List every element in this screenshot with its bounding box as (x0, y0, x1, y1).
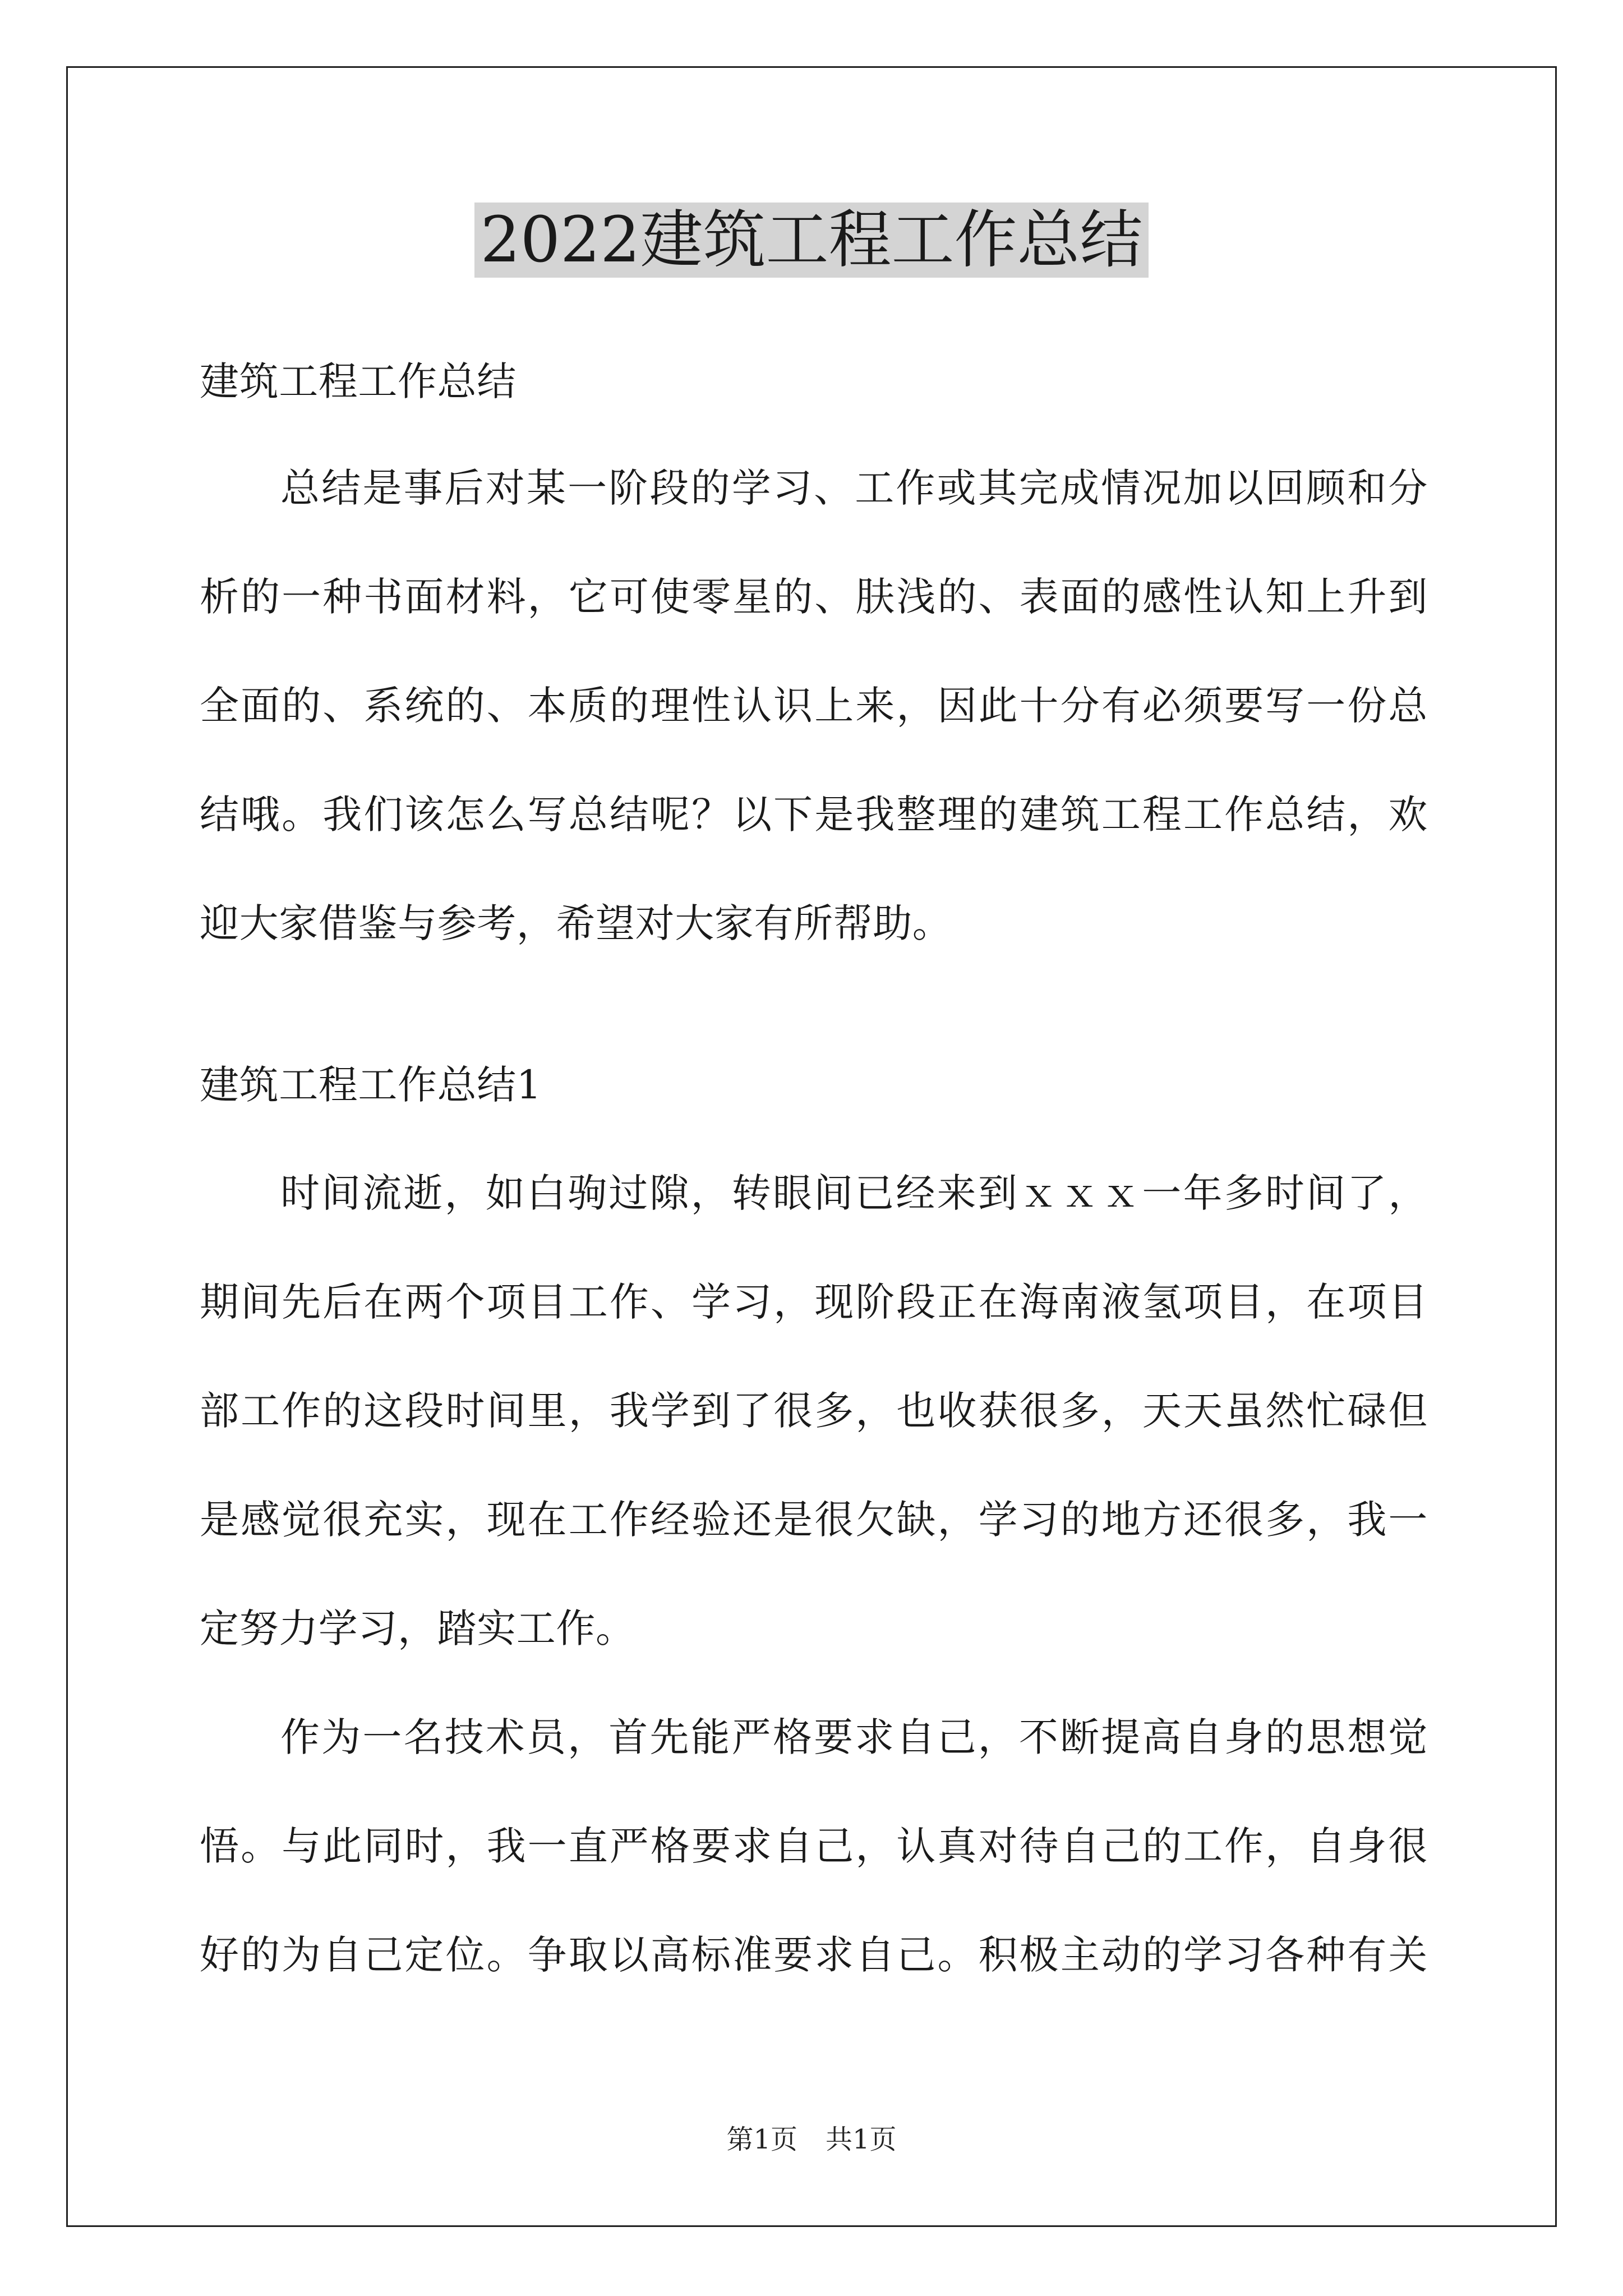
paragraph-line: 总结是事后对某一阶段的学习、工作或其完成情况加以回顾和分 (280, 465, 1428, 511)
intro-heading: 建筑工程工作总结 (200, 358, 517, 404)
paragraph-line: 时间流逝，如白驹过隙，转眼间已经来到ｘｘｘ一年多时间了， (280, 1170, 1428, 1216)
paragraph-line: 期间先后在两个项目工作、学习，现阶段正在海南液氢项目，在项目 (200, 1279, 1428, 1325)
paragraph-line: 迎大家借鉴与参考，希望对大家有所帮助。 (200, 900, 952, 946)
paragraph-line: 作为一名技术员，首先能严格要求自己，不断提高自身的思想觉 (280, 1714, 1428, 1760)
paragraph-line: 是感觉很充实，现在工作经验还是很欠缺，学习的地方还很多，我一 (200, 1497, 1428, 1543)
paragraph-line: 析的一种书面材料，它可使零星的、肤浅的、表面的感性认知上升到 (200, 574, 1428, 620)
page-total: 共1页 (826, 2124, 897, 2155)
document-title-text: 2022建筑工程工作总结 (474, 203, 1148, 278)
paragraph-line: 部工作的这段时间里，我学到了很多，也收获很多，天天虽然忙碌但 (200, 1388, 1428, 1434)
page-number: 第1页 (726, 2124, 797, 2155)
document-title (0, 201, 1623, 279)
page-footer (0, 2123, 1623, 2156)
paragraph-line: 全面的、系统的、本质的理性认识上来，因此十分有必须要写一份总 (200, 683, 1428, 729)
paragraph-line: 定努力学习，踏实工作。 (200, 1605, 635, 1651)
paragraph-line: 好的为自己定位。争取以高标准要求自己。积极主动的学习各种有关 (200, 1932, 1428, 1978)
paragraph-line: 结哦。我们该怎么写总结呢？以下是我整理的建筑工程工作总结，欢 (200, 792, 1428, 838)
paragraph-line: 悟。与此同时，我一直严格要求自己，认真对待自己的工作，自身很 (200, 1823, 1428, 1869)
section-heading: 建筑工程工作总结1 (200, 1062, 542, 1108)
